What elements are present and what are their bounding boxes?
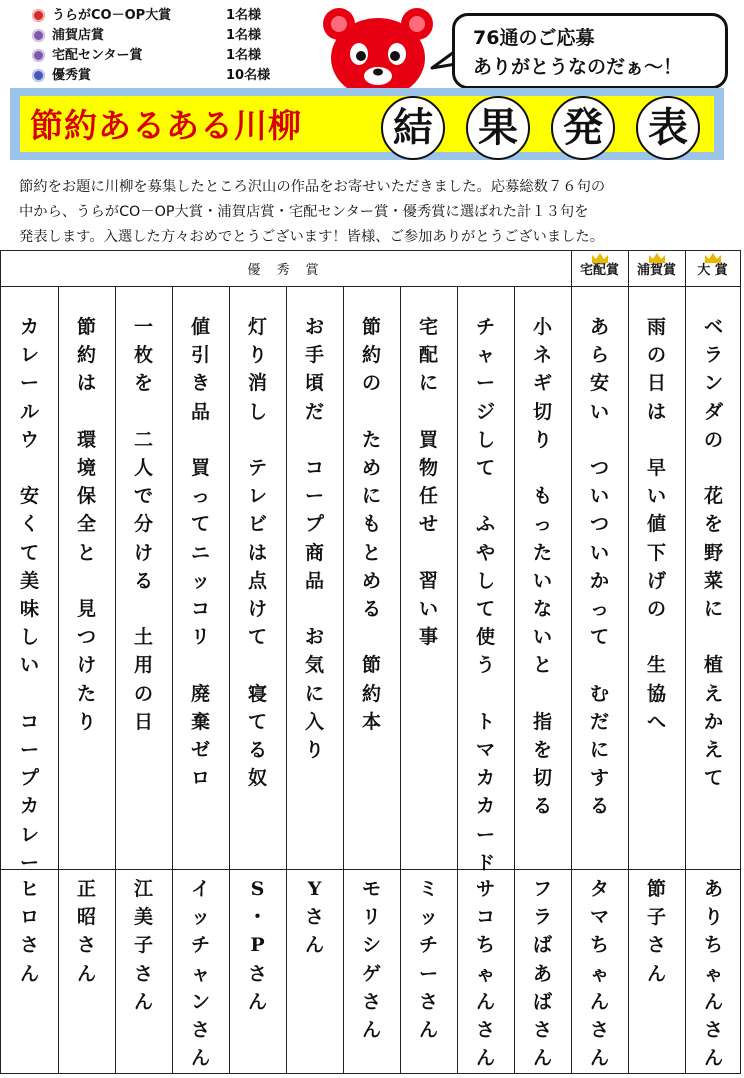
award-count: 10名様 [226, 68, 271, 83]
senryu-author: 正 昭 さ ん [76, 878, 96, 985]
crown-icon [704, 252, 722, 264]
senryu-poem: 小 ネ ギ 切 り も っ た い な い と 指 を 切 る [532, 316, 552, 818]
senryu-poem: お 手 頃 だ コ ー プ 商 品 お 気 に 入 り [304, 316, 324, 762]
speech-bubble [452, 13, 728, 89]
crown-icon [591, 252, 609, 264]
page-title: 節約あるある川柳 [30, 106, 302, 145]
header-takuhai [571, 251, 628, 287]
header-taisho-label: 大 賞 [697, 263, 728, 278]
award-row-uraga [30, 26, 320, 46]
senryu-poem: 一 枚 を 二 人 で 分 け る 土 用 の 日 [133, 316, 153, 733]
senryu-poem: カ レ ー ル ウ 安 く て 美 味 し い コ ー プ カ レ ー [19, 316, 39, 874]
senryu-author: あ り ち ゃ ん さ ん [703, 878, 723, 1070]
award-name: 宅配センター賞 [52, 48, 143, 63]
intro-line: 発表します。入選した方々おめでとうございます！皆様、ご参加ありがとうございました。 [19, 229, 605, 245]
result-char: 表 [636, 96, 700, 160]
senryu-author: ミ ッ チ ー さ ん [418, 878, 438, 1042]
flower-icon [32, 9, 45, 22]
crown-icon [648, 252, 666, 264]
senryu-author: Y さ ん [304, 878, 324, 957]
senryu-author: タ マ ち ゃ ん さ ん [589, 878, 609, 1070]
award-row-takuhai [30, 46, 320, 66]
header-uraga-label: 浦賀賞 [636, 263, 676, 278]
intro-paragraph [19, 175, 709, 250]
award-name: 優秀賞 [52, 68, 92, 83]
award-row-yushu [30, 66, 320, 86]
flower-icon [32, 69, 45, 82]
award-name: 浦賀店賞 [52, 28, 105, 43]
senryu-poem: 値 引 き 品 買 っ て ニ ッ コ リ 廃 棄 ゼ ロ [190, 316, 210, 790]
bubble-line-1: 76通のご応募 [473, 27, 595, 49]
mascot-bear-icon [317, 2, 439, 98]
header-taisho [685, 251, 740, 287]
senryu-poem: 灯 り 消 し テ レ ビ は 点 け て 寝 て る 奴 [247, 316, 267, 790]
senryu-author: イ ッ チ ャ ン さ ん [190, 878, 210, 1070]
senryu-poem: 節 約 の た め に も と め る 節 約 本 [361, 316, 381, 733]
award-count: 1名様 [226, 28, 262, 43]
senryu-author: ヒ ロ さ ん [19, 878, 39, 985]
intro-line: 節約をお題に川柳を募集したところ沢山の作品をお寄せいただきました。応募総数７６句の [19, 179, 606, 195]
senryu-author: フ ラ ば あ ば さ ん [532, 878, 552, 1070]
senryu-author: サ コ ち ゃ ん さ ん [475, 878, 495, 1070]
row-divider [1, 869, 740, 870]
flower-icon [32, 49, 45, 62]
senryu-poem: 節 約 は 環 境 保 全 と 見 つ け た り [76, 316, 96, 733]
senryu-author: S ・ P さ ん [247, 878, 267, 1013]
result-char: 発 [551, 96, 615, 160]
senryu-poem: 雨 の 日 は 早 い 値 下 げ の 生 協 へ [646, 316, 666, 733]
award-count: 1名様 [226, 48, 262, 63]
result-char: 結 [381, 96, 445, 160]
bubble-line-2: ありがとうなのだぁ～！ [473, 56, 683, 78]
senryu-author: 節 子 さ ん [646, 878, 666, 985]
header-takuhai-label: 宅配賞 [579, 263, 619, 278]
senryu-poem: 宅 配 に 買 物 任 せ 習 い 事 [418, 316, 438, 649]
senryu-poem: ベ ラ ン ダ の 花 を 野 菜 に 植 え か え て [703, 316, 723, 790]
flower-icon [32, 29, 45, 42]
header-yushu: 優 秀 賞 [1, 251, 571, 287]
senryu-poem: チ ャ ー ジ し て ふ や し て 使 う ト マ カ カ ー ド [475, 316, 495, 874]
senryu-table [0, 250, 741, 1074]
result-char: 果 [466, 96, 530, 160]
awards-legend [30, 6, 320, 86]
award-row-grand [30, 6, 320, 26]
senryu-poem: あ ら 安 い つ い つ い か っ て む だ に す る [589, 316, 609, 818]
award-name: うらがCO－OP大賞 [52, 8, 172, 23]
header-uraga [628, 251, 685, 287]
award-count: 1名様 [226, 8, 262, 23]
intro-line: 中から、うらがCO－OP大賞・浦賀店賞・宅配センター賞・優秀賞に選ばれた計１３句を [19, 204, 589, 220]
senryu-author: モ リ シ ゲ さ ん [361, 878, 381, 1042]
senryu-author: 江 美 子 さ ん [133, 878, 153, 1013]
